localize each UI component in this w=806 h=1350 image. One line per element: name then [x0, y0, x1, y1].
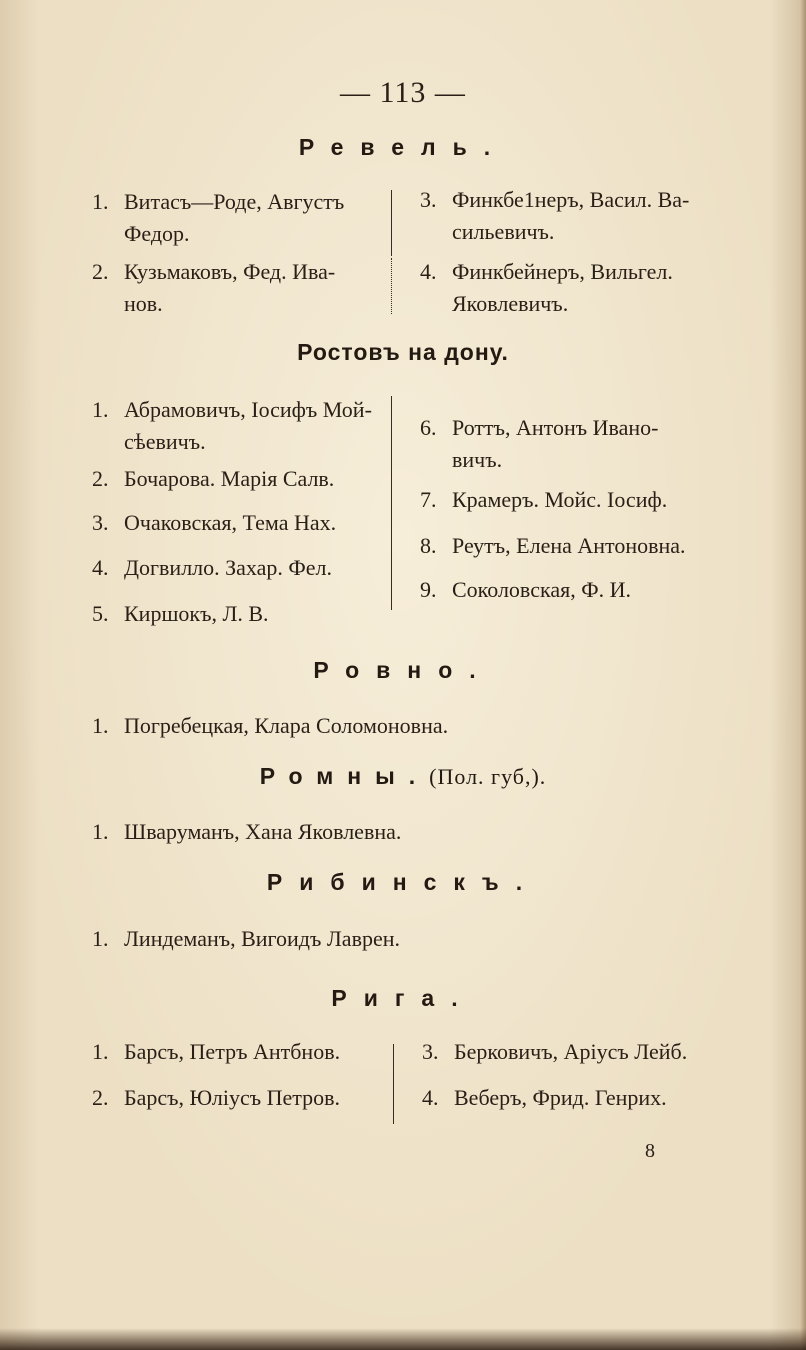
entry-number: 4. [422, 1085, 439, 1110]
column-divider [393, 1044, 394, 1124]
entry-number: 7. [420, 487, 437, 512]
entry-number: 8. [420, 533, 437, 558]
entry-name: Очаковская, Тема Нах. [124, 510, 337, 535]
list-item-rostov-8 [420, 530, 686, 562]
entry-continuation: Федор. [124, 221, 190, 246]
entry-name: Шваруманъ, Хана Яковлевна. [124, 819, 402, 844]
list-item-rostov-9 [420, 574, 631, 606]
entry-number: 3. [420, 187, 437, 212]
section-title-romny [0, 763, 806, 790]
section-title-rostov: Ростовъ на дону. [297, 339, 509, 365]
entry-name: Догвилло. Захар. Фел. [124, 555, 333, 580]
list-item-rostov-6 [420, 412, 659, 476]
list-item-romny-1 [92, 816, 401, 848]
list-item-rostov-3 [92, 507, 336, 539]
entry-name: Бочарова. Марiя Салв. [124, 466, 335, 491]
entry-name: Роттъ, Антонъ Ивано- [452, 415, 659, 440]
list-item-riga-2 [92, 1082, 340, 1114]
list-item-rostov-4 [92, 552, 332, 584]
entry-number: 4. [420, 259, 437, 284]
list-item-revel-3 [420, 184, 689, 248]
entry-number: 3. [422, 1039, 439, 1064]
entry-name: Берковичъ, Арiусъ Лейб. [454, 1039, 688, 1064]
entry-continuation: Яковлевичъ. [452, 291, 569, 316]
list-item-riga-3 [422, 1036, 687, 1068]
section-title-rybinsk: Рибинскъ. [266, 869, 540, 895]
entry-name: Линдеманъ, Вигоидъ Лаврен. [124, 926, 400, 951]
entry-name: Барсъ, Петръ Антбнов. [124, 1039, 341, 1064]
list-item-rovno-1 [92, 710, 448, 742]
entry-number: 1. [92, 189, 109, 214]
entry-name: Киршокъ, Л. В. [124, 601, 269, 626]
entry-name: Веберъ, Фрид. Генрих. [454, 1085, 667, 1110]
section-title-revel: Ревель. [298, 134, 508, 160]
list-item-rostov-5 [92, 598, 269, 630]
list-item-rybinsk-1 [92, 923, 400, 955]
list-item-rostov-2 [92, 463, 334, 495]
entry-name: Кузьмаковъ, Фед. Ива- [124, 259, 336, 284]
entry-name: Финкбейнеръ, Вильгел. [452, 259, 673, 284]
list-item-revel-2 [92, 256, 335, 320]
entry-number: 6. [420, 415, 437, 440]
entry-number: 1. [92, 819, 109, 844]
signature-mark: 8 [645, 1140, 655, 1162]
entry-number: 1. [92, 397, 109, 422]
entry-name: Барсъ, Юлiусъ Петров. [124, 1085, 341, 1110]
entry-number: 9. [420, 577, 437, 602]
list-item-revel-4 [420, 256, 673, 320]
entry-continuation: сильевичъ. [452, 219, 555, 244]
entry-number: 5. [92, 601, 109, 626]
column-divider [391, 190, 392, 256]
column-divider-dotted [391, 258, 392, 314]
entry-continuation: сѣевичъ. [124, 429, 206, 454]
entry-number: 1. [92, 713, 109, 738]
entry-name: Витасъ—Роде, Августъ [124, 189, 345, 214]
section-title-rovno: Ровно. [313, 657, 493, 683]
page-edge-shadow [800, 0, 806, 1350]
list-item-rostov-1 [92, 394, 372, 458]
list-item-riga-1 [92, 1036, 340, 1068]
section-title-riga: Рига. [331, 985, 475, 1011]
list-item-riga-4 [422, 1082, 667, 1114]
entry-number: 2. [92, 466, 109, 491]
list-item-rostov-7 [420, 484, 667, 516]
entry-continuation: нов. [124, 291, 163, 316]
entry-number: 2. [92, 259, 109, 284]
entry-name: Финкбе1неръ, Васил. Ва- [452, 187, 690, 212]
entry-number: 4. [92, 555, 109, 580]
page-number: — 113 — [340, 76, 466, 109]
entry-number: 1. [92, 926, 109, 951]
section-subtitle-romny: (Пол. губ,). [429, 764, 547, 789]
entry-number: 3. [92, 510, 109, 535]
list-item-revel-1 [92, 186, 344, 250]
entry-name: Соколовская, Ф. И. [452, 577, 631, 602]
column-divider [391, 396, 392, 610]
entry-number: 2. [92, 1085, 109, 1110]
entry-continuation: вичъ. [452, 447, 503, 472]
page-bottom-shadow [0, 1328, 806, 1350]
entry-name: Погребецкая, Клара Соломоновна. [124, 713, 449, 738]
entry-number: 1. [92, 1039, 109, 1064]
entry-name: Абрамовичъ, Iосифъ Мой- [124, 397, 372, 422]
section-title-romny-text: Ромны. [259, 763, 430, 789]
entry-name: Крамеръ. Мойс. Iосиф. [452, 487, 668, 512]
entry-name: Реутъ, Елена Антоновна. [452, 533, 686, 558]
